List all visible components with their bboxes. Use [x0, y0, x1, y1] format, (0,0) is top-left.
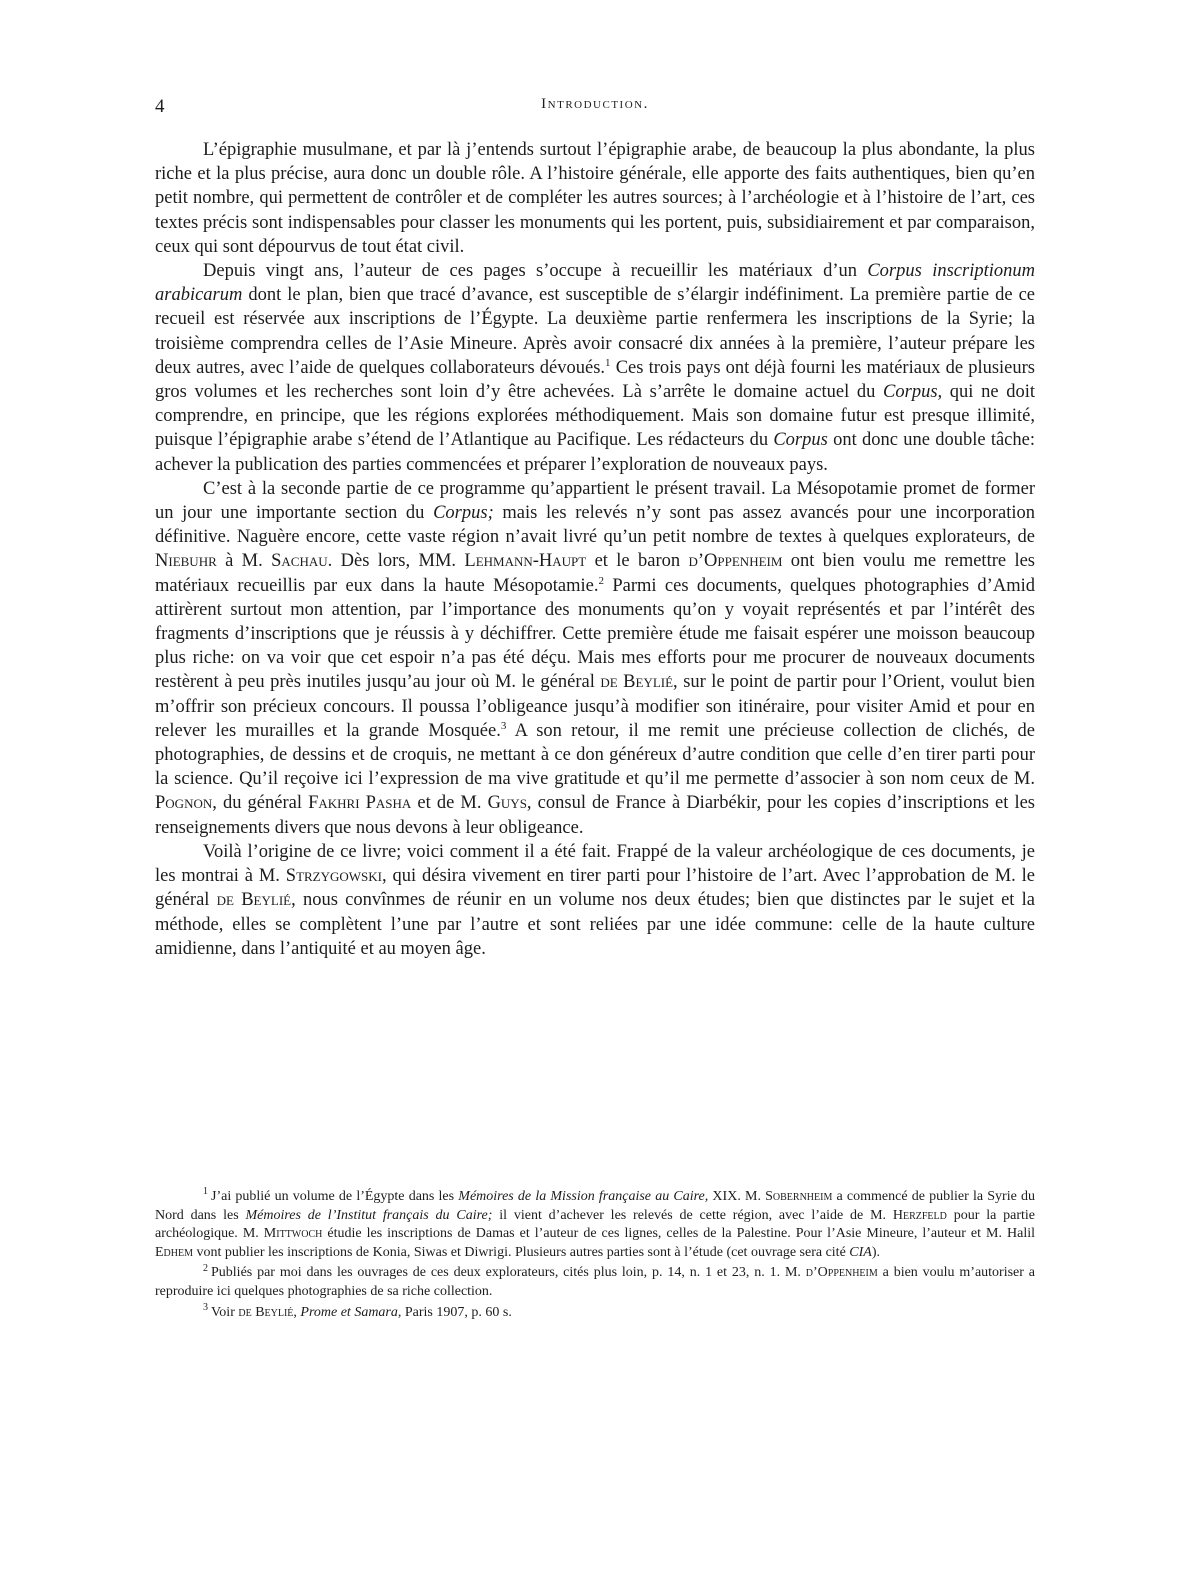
footnote-mark: 3 [203, 1301, 208, 1313]
page-header [155, 96, 1035, 120]
footnote-ref-2: 2 [598, 574, 604, 587]
text-run: ont donc une double tâche: achever la publication des parties commencées et préparer l’exploration de nouveaux pays. [155, 430, 1035, 475]
text-run: mais les relevés n’y sont pas assez avancés pour une incorporation définitive. Naguère encore, cette vaste région n’avait livré qu’un petit nombre de textes à quelques explorateurs, de [155, 503, 1035, 548]
text-run: XIX. M. [708, 1189, 766, 1204]
running-head: Introduction. [541, 96, 649, 112]
text-run: Dès lors, MM. [332, 551, 465, 572]
italic-title: Corpus; [433, 503, 494, 524]
text-run: qui ne doit comprendre, en principe, que les régions explorées méthodiquement. Mais son domaine futur est presque illimité, puisque l’épigraphie arabe s’étend de l’Atlantique au Pacifique. Les rédacteurs du [155, 382, 1035, 451]
footnotes [155, 1188, 1035, 1322]
paragraph-2 [155, 259, 1035, 477]
text-run: à M. [216, 551, 272, 572]
person-name: d’Oppenheim [805, 1265, 878, 1281]
text-run: a bien voulu m’autoriser a reproduire ici quelques photographies de sa riche collection. [155, 1265, 1035, 1299]
text-run: et de M. [411, 793, 488, 814]
text-run: a commencé de publier la Syrie du Nord dans les [155, 1189, 1035, 1223]
text-run: vont publier les inscriptions de Konia, Siwas et Diwrigi. Plusieurs autres parties sont à l’étude (cet ouvrage sera cité [193, 1244, 850, 1260]
person-name: de Beylié, [600, 672, 678, 693]
text-run: dont le plan, bien que tracé d’avance, est susceptible de s’élargir indéfiniment. La première partie de ce recueil est réservée aux inscriptions de l’Égypte. La deuxième partie renfermera les inscriptions de la Syrie; la troisième comprendra celles de l’Asie Mineure. Après avoir consacré dix années à la première, l’auteur prépare les deux autres, avec l’aide de quelques collaborateurs dévoués. [155, 285, 1035, 378]
paragraph-1: L’épigraphie musulmane, et par là j’entends surtout l’épigraphie arabe, de beaucoup la plus abondante, la plus riche et la plus précise, aura donc un double rôle. A l’histoire générale, elle apporte des faits authentiques, bien qu’en petit nombre, qui permettent de contrôler et de compléter les autres sources; à l’archéologie et à l’histoire de l’art, ces textes précis sont indispensables pour classer les monuments qui les portent, puis, subsidiairement et par comparaison, ceux qui sont dépourvus de tout état civil. [155, 140, 1035, 257]
person-name: Pognon, [155, 793, 217, 814]
text-run: Depuis vingt ans, l’auteur de ces pages s’occupe à recueillir les matériaux d’un [203, 261, 868, 282]
footnote-1 [155, 1188, 1035, 1262]
italic-title: Corpus inscriptionum arabicarum [155, 261, 1035, 306]
person-name: de Beylié, [238, 1304, 297, 1320]
text-run: C’est à la seconde partie de ce programme qu’appartient le présent travail. La Mésopotamie promet de former un jour une importante section du [155, 478, 1035, 524]
text-run: Paris 1907, p. 60 s. [401, 1304, 512, 1320]
main-text [155, 138, 1035, 961]
text-run: consul de France à Diarbékir, pour les copies d’inscriptions et les renseignements divers que nous devons à leur obligeance. [155, 793, 1035, 838]
text-run: Parmi ces documents, quelques photographies d’Amid attirèrent surtout mon attention, par l’importance des monuments qu’on y voyait représentés et par l’intérêt des fragments d’inscriptions que je réussis à y déchiffrer. Cette première étude me faisait espérer une moisson beaucoup plus riche: on va voir que cet espoir n’a pas été déçu. Mais mes efforts pour me procurer de nouveaux documents restèrent à peu près inutiles jusqu’au jour où M. le général [155, 575, 1035, 693]
italic-title: Mémoires de l’Institut français du Caire; [245, 1207, 493, 1223]
text-run: et le baron [586, 551, 689, 572]
person-name: Lehmann-Haupt [464, 551, 587, 572]
italic-abbreviation: CIA [849, 1244, 872, 1260]
italic-title: Mémoires de la Mission française au Caire, [458, 1189, 709, 1204]
person-name: de Beylié, [216, 890, 296, 911]
text-run: Voir [211, 1304, 239, 1320]
footnote-2 [155, 1264, 1035, 1301]
text-run: Ces trois pays ont déjà fourni les matériaux de plusieurs gros volumes et les recherches sont loin d’y être achevées. Là s’arrête le domaine actuel du [155, 357, 1035, 403]
text-run: il vient d’achever les relevés de cette région, avec l’aide de M. [492, 1207, 893, 1223]
footnote-ref-3: 3 [500, 719, 507, 732]
paragraph-3 [155, 477, 1035, 840]
footnote-mark: 1 [203, 1186, 208, 1198]
text-run: ont bien voulu me remettre les matériaux recueillis par eux dans la haute Mésopotamie. [155, 551, 1035, 596]
text-run: étudie les inscriptions de Damas et l’auteur de ces lignes, celles de la Palestine. Pour l’Asie Mineure, l’auteur et M. Halil [322, 1226, 1036, 1242]
paragraph-4 [155, 840, 1035, 961]
text-run: J’ai publié un volume de l’Égypte dans les [211, 1189, 459, 1204]
page-number: 4 [155, 96, 165, 117]
text-run: Publiés par moi dans les ouvrages de ces deux explorateurs, cités plus loin, p. 14, n. 1 et 23, n. 1. M. [211, 1265, 806, 1281]
text-run: sur le point de partir pour l’Orient, voulut bien m’offrir son précieux concours. Il poussa l’obligeance jusqu’à modifier son itinéraire, pour visiter Amid et pour en relever les murailles et la grande Mosquée. [155, 672, 1035, 741]
person-name: Fakhri Pasha [308, 793, 412, 814]
person-name: Guys, [487, 793, 532, 814]
text-run: A son retour, il me remit une précieuse collection de clichés, de photographies, de dessins et de croquis, ne mettant à ce don généreux d’autre condition que celle d’en tirer parti pour la science. Qu’il reçoive ici l’expression de ma vive gratitude et qu’il me permette d’associer à son nom ceux de M. [155, 720, 1035, 790]
text-run: nous convînmes de réunir en un volume nos deux études; bien que distinctes par le sujet et la méthode, elles se complètent l’une par l’autre et sont reliées par une idée commune: celle de la haute culture amidienne, dans l’antiquité et au moyen âge. [155, 890, 1035, 959]
person-name: Edhem [155, 1244, 193, 1260]
person-name: Herzfeld [892, 1207, 947, 1223]
text-run: qui désira vivement en tirer parti pour l’histoire de l’art. Avec l’approbation de M. le général [155, 866, 1035, 911]
text-run: Voilà l’origine de ce livre; voici comment il a été fait. Frappé de la valeur archéologique de ces documents, je les montrai à M. [155, 841, 1035, 887]
person-name: Sobernheim [765, 1189, 833, 1204]
italic-title: Corpus [773, 430, 828, 451]
person-name: Strzygowski, [285, 866, 387, 887]
text-run: du général [216, 793, 309, 814]
italic-title: Corpus, [883, 382, 943, 403]
footnote-mark: 2 [203, 1262, 208, 1274]
person-name: Mittwoch [263, 1226, 323, 1242]
person-name: d’Oppenheim [688, 551, 783, 572]
footnote-ref-1: 1 [605, 356, 611, 369]
italic-title: Prome et Samara, [300, 1304, 402, 1320]
text-run: pour la partie archéologique. M. [155, 1207, 1035, 1242]
text-run: ). [871, 1244, 881, 1260]
footnote-3 [155, 1301, 1035, 1323]
person-name: Sachau. [271, 551, 333, 572]
person-name: Niebuhr [155, 551, 217, 572]
